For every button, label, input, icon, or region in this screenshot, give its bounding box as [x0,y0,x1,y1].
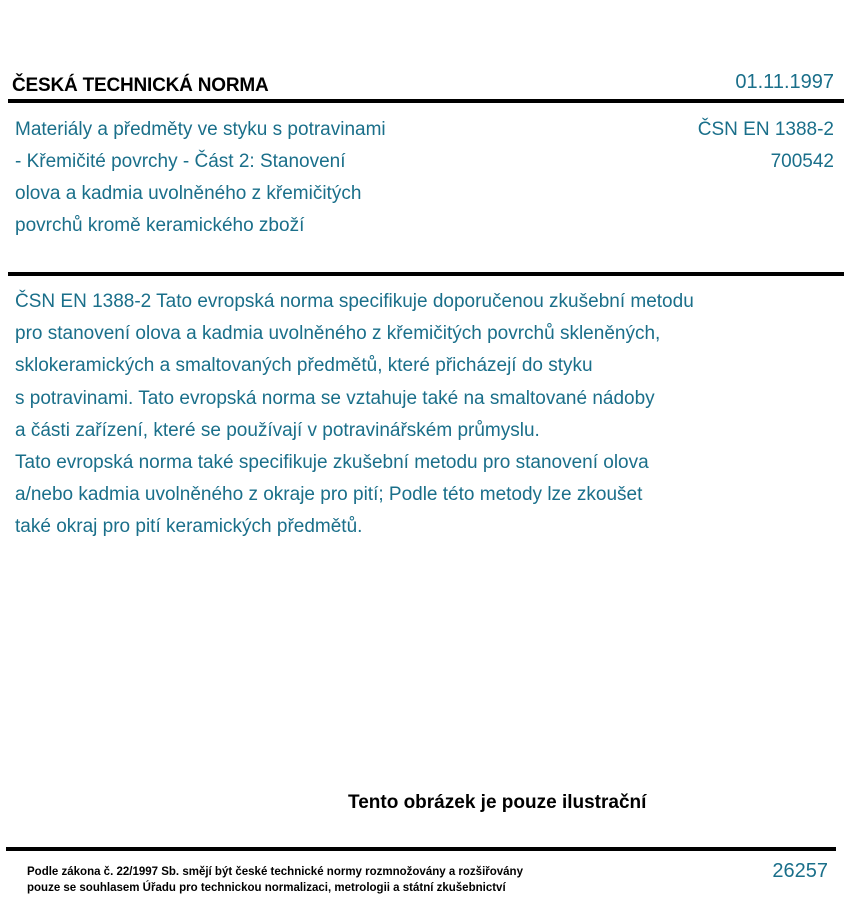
abstract-line: ČSN EN 1388-2 Tato evropská norma specifikuje doporučenou zkušební metodu [15,291,694,312]
bottom-divider [6,847,836,851]
abstract-line: Tato evropská norma také specifikuje zkušební metodu pro stanovení olova [15,452,649,474]
standard-code: ČSN EN 1388-2 [697,119,834,140]
issue-date: 01.11.1997 [735,71,834,93]
subject-line: - Křemičité povrchy - Část 2: Stanovení [15,151,346,172]
abstract-line: a části zařízení, které se používají v potravinářském průmyslu. [15,419,540,441]
standard-subject [15,114,475,242]
legal-line: pouze se souhlasem Úřadu pro technickou normalizaci, metrologii a státní zkušebnictví [27,882,506,894]
abstract-line: sklokeramických a smaltovaných předmětů, které přicházejí do styku [15,355,593,377]
abstract-line: s potravinami. Tato evropská norma se vztahuje také na smaltované nádoby [15,387,655,409]
subject-line: povrchů kromě keramického zboží [15,215,305,236]
standard-abstract [15,286,835,544]
top-divider [8,99,844,103]
abstract-line: pro stanovení olova a kadmia uvolněného z křemičitých povrchů skleněných, [15,323,661,345]
catalog-number: 26257 [772,860,828,882]
legal-line: Podle zákona č. 22/1997 Sb. smějí být české technické normy rozmnožovány a rozšiřovány [27,866,523,878]
middle-divider [8,272,844,276]
subject-line: olova a kadmia uvolněného z křemičitých [15,183,362,204]
document-type-title: ČESKÁ TECHNICKÁ NORMA [12,75,269,96]
class-number: 700542 [770,151,834,172]
subject-line: Materiály a předměty ve styku s potravinami [15,119,386,140]
legal-notice [27,864,523,896]
standard-designation [698,114,834,178]
abstract-line: a/nebo kadmia uvolněného z okraje pro pití; Podle této metody lze zkoušet [15,484,643,506]
illustration-notice: Tento obrázek je pouze ilustrační [348,792,647,813]
abstract-line: také okraj pro pití keramických předmětů. [15,516,363,538]
